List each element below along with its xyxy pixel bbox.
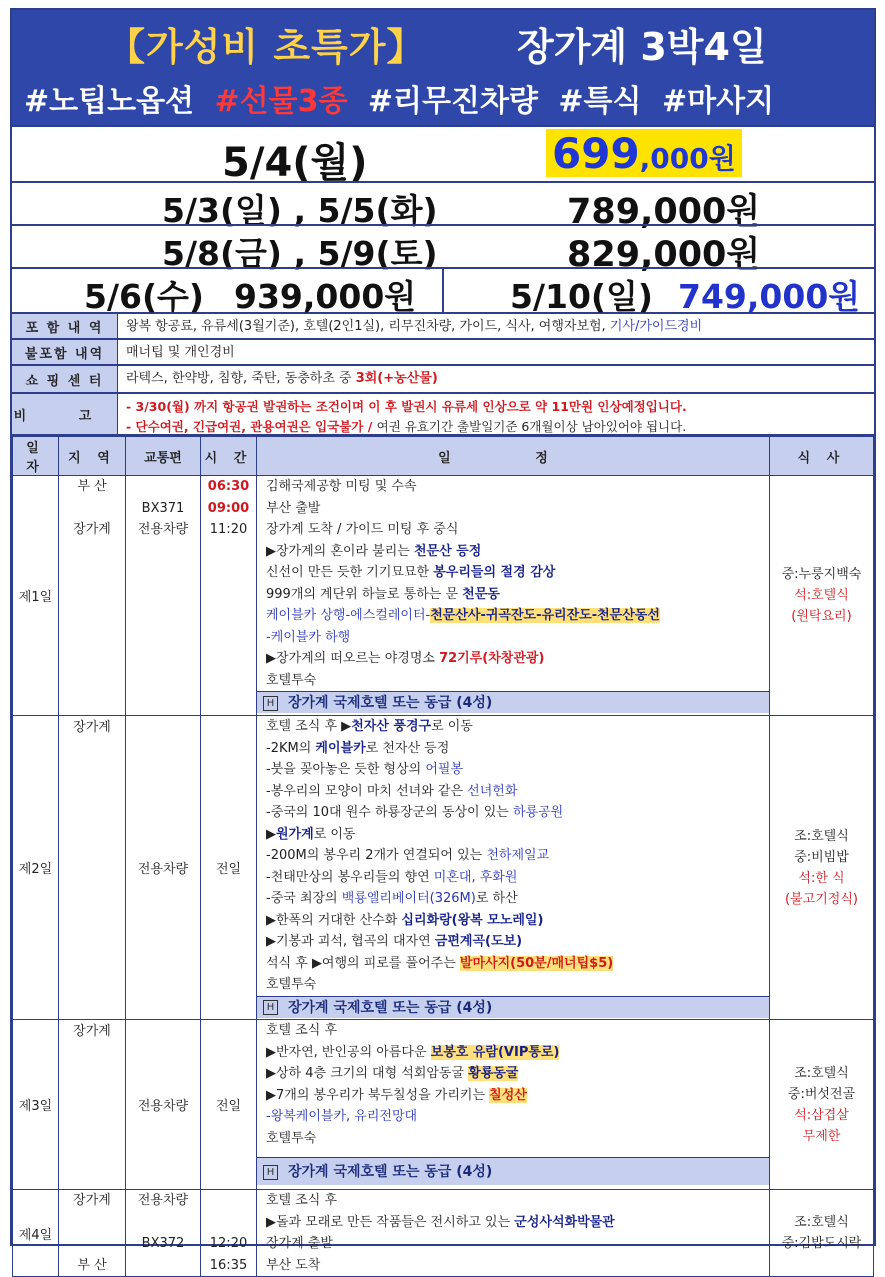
day1-region-1: 부 산 [77,479,107,494]
day2-meals: 조:호텔식 중:비빔밥 석:한 식 (불고기정식) [770,716,874,1020]
day1-flight: BX371 [141,500,185,516]
include-label: 포 함 내 역 [12,314,118,338]
price-row-main [12,125,874,186]
price-row-2 [12,181,874,232]
row3-price: 829,000원 [567,235,761,275]
itinerary-table [12,436,874,1277]
day4-label: 제4일 [13,1190,59,1277]
header-day: 일 자 [13,437,59,476]
day1-label: 제1일 [13,476,59,716]
day4-region-2: 부 산 [77,1257,107,1273]
day3-meals: 조:호텔식 중:버섯전골 석:삼겹살 무제한 [770,1020,874,1190]
header-schedule: 일 정 [257,437,770,476]
tag-gift: #선물3종 [214,84,348,119]
header-meal: 식 사 [770,437,874,476]
day2-vehicle: 전용차량 [126,716,201,1020]
day1-time-1: 06:30 [207,479,250,494]
header-banner [12,10,874,125]
day4-time-2: 16:35 [209,1257,248,1273]
exclude-row [12,338,874,364]
include-value: 왕복 항공료, 유류세(3월기준), 호텔(2인1실), 리무진차량, 가이드, 식사, 여행자보험, 기사/가이드경비 [126,319,703,334]
day1-hotel: H 장가계 국제호텔 또는 동급 (4성) [257,691,769,713]
main-price: 699,000원 [546,129,742,177]
hotel-icon: H [263,1165,278,1180]
day1-row [13,476,874,716]
note-value [118,394,874,434]
header-transport: 교통편 [126,437,201,476]
day3-region: 장가계 [59,1020,126,1190]
row2-date: 5/3(일) , 5/5(화) [162,191,438,230]
day4-time-1: 12:20 [209,1236,248,1251]
table-header [13,437,874,476]
row2-price: 789,000원 [567,192,761,232]
day3-label: 제3일 [13,1020,59,1190]
trip-title: 장가계 3박4일 [517,25,767,69]
day2-label: 제2일 [13,716,59,1020]
exclude-value: 매너팁 및 개인경비 [126,345,235,360]
note-line-2: - 단수여권, 긴급여권, 관용여권은 입국불가 / 여권 유효기간 출발일기준 6개월이상 남아있어야 됩니다. [126,419,687,434]
price-row-4 [12,267,874,316]
day2-time: 전일 [201,716,257,1020]
row4-date-1: 5/6(수) [84,277,205,316]
row3-date: 5/8(금) , 5/9(토) [162,234,438,273]
row4-date-2: 5/10(일) [510,277,653,316]
day4-meals: 조:호텔식 중:김밥도시락 [770,1190,874,1277]
note-label: 비 고 [12,394,118,434]
tag-line [24,76,784,120]
day3-time: 전일 [201,1020,257,1190]
day1-time-3: 11:20 [209,522,248,537]
header-region: 지 역 [59,437,126,476]
day1-vehicle: 전용차량 [137,522,189,537]
day4-vehicle: 전용차량 [137,1193,189,1208]
row4-price-2: 749,000원 [678,277,861,316]
day1-region-2: 장가계 [73,522,111,537]
main-date: 5/4(월) [222,140,368,186]
day3-vehicle: 전용차량 [126,1020,201,1190]
exclude-label: 불포함 내역 [12,340,118,364]
header-time: 시 간 [201,437,257,476]
day2-row [13,716,874,1020]
day4-region-1: 장가계 [73,1193,111,1208]
day4-schedule: 호텔 조식 후 ▶돌과 모래로 만든 작품들은 전시하고 있는 군성사석화박물관 장가계 출발 부산 도착 [257,1190,770,1277]
tag-limousine: #리무진차량 [367,84,538,119]
tag-no-tip: #노팁노옵션 [24,84,195,119]
note-line-1: - 3/30(월) 까지 항공권 발권하는 조건이며 이 후 발권시 유류세 인상으로 약 11만원 인상예정입니다. [126,399,687,414]
day2-schedule: 호텔 조식 후 ▶천자산 풍경구로 이동 -2KM의 케이블카로 천자산 등정 -붓을 꽂아놓은 듯한 형상의 어필봉 -봉우리의 모양이 마치 선녀와 같은 선녀헌화 -중국의 10대 원수 하룡장군의 동상이 있는 하룡공원 ▶원가계로 이동 -200M의 봉우리 2개가 연결되어 있는 천하제일교 -천태만상의 봉우리들의 향연 미혼대, 후화원 -중국 최장의 백룡엘리베이터(326M)로 하산 ▶한폭의 거대한 산수화 십리화랑(왕복 모노레일) ▶기봉과 괴석, 협곡의 대자연 금편계곡(도보) 석식 후 ▶여행의 피로를 풀어주는 발마사지(50분/매너팁$5) 호텔투숙 H 장가계 국제호텔 또는 동급 (4성) [257,716,770,1020]
tag-massage: #마사지 [661,84,775,119]
shopping-value: 라텍스, 한약방, 침향, 죽탄, 동충하초 중 3회(+농산물) [126,371,438,386]
day1-time-2: 09:00 [207,500,250,516]
price-row-3 [12,224,874,275]
note-row [12,392,874,436]
day2-hotel: H 장가계 국제호텔 또는 동급 (4성) [257,996,769,1018]
promo-title: 【가성비 초특가】 [107,25,426,69]
hotel-icon: H [263,1000,278,1015]
row4-price-1: 939,000원 [234,277,417,316]
hotel-icon: H [263,696,278,711]
day3-schedule: 호텔 조식 후 ▶반자연, 반인공의 아름다운 보봉호 유람(VIP통로) ▶상하 4층 크기의 대형 석회암동굴 황룡동굴 ▶7개의 봉우리가 북두칠성을 가리키는 칠성산 -왕복케이블카, 유리전망대 호텔투숙 H 장가계 국제호텔 또는 동급 (4성) [257,1020,770,1190]
day1-meals: 중:누룽지백숙 석:호텔식 (원탁요리) [770,476,874,716]
itinerary-flyer [10,8,876,1273]
shopping-label: 쇼 핑 센 터 [12,366,118,392]
shopping-row [12,364,874,392]
day2-region: 장가계 [59,716,126,1020]
day3-row [13,1020,874,1190]
day3-hotel: H 장가계 국제호텔 또는 동급 (4성) [257,1157,769,1185]
tag-special-meal: #특식 [558,84,642,119]
day4-flight: BX372 [141,1236,185,1251]
day4-row [13,1190,874,1277]
day1-schedule: 김해국제공항 미팅 및 수속 부산 출발 장가계 도착 / 가이드 미팅 후 중식 ▶장가계의 혼이라 불리는 천문산 등정 신선이 만든 듯한 기기묘묘한 봉우리들의 절경 감상 999개의 계단위 하늘로 통하는 문 천문동 케이블카 상행-에스컬레이터-천문산사-귀곡잔도-유리잔도-천문산동선 -케이블카 하행 ▶장가계의 떠오르는 야경명소 72기루(차창관광) 호텔투숙 H 장가계 국제호텔 또는 동급 (4성) [257,476,770,716]
